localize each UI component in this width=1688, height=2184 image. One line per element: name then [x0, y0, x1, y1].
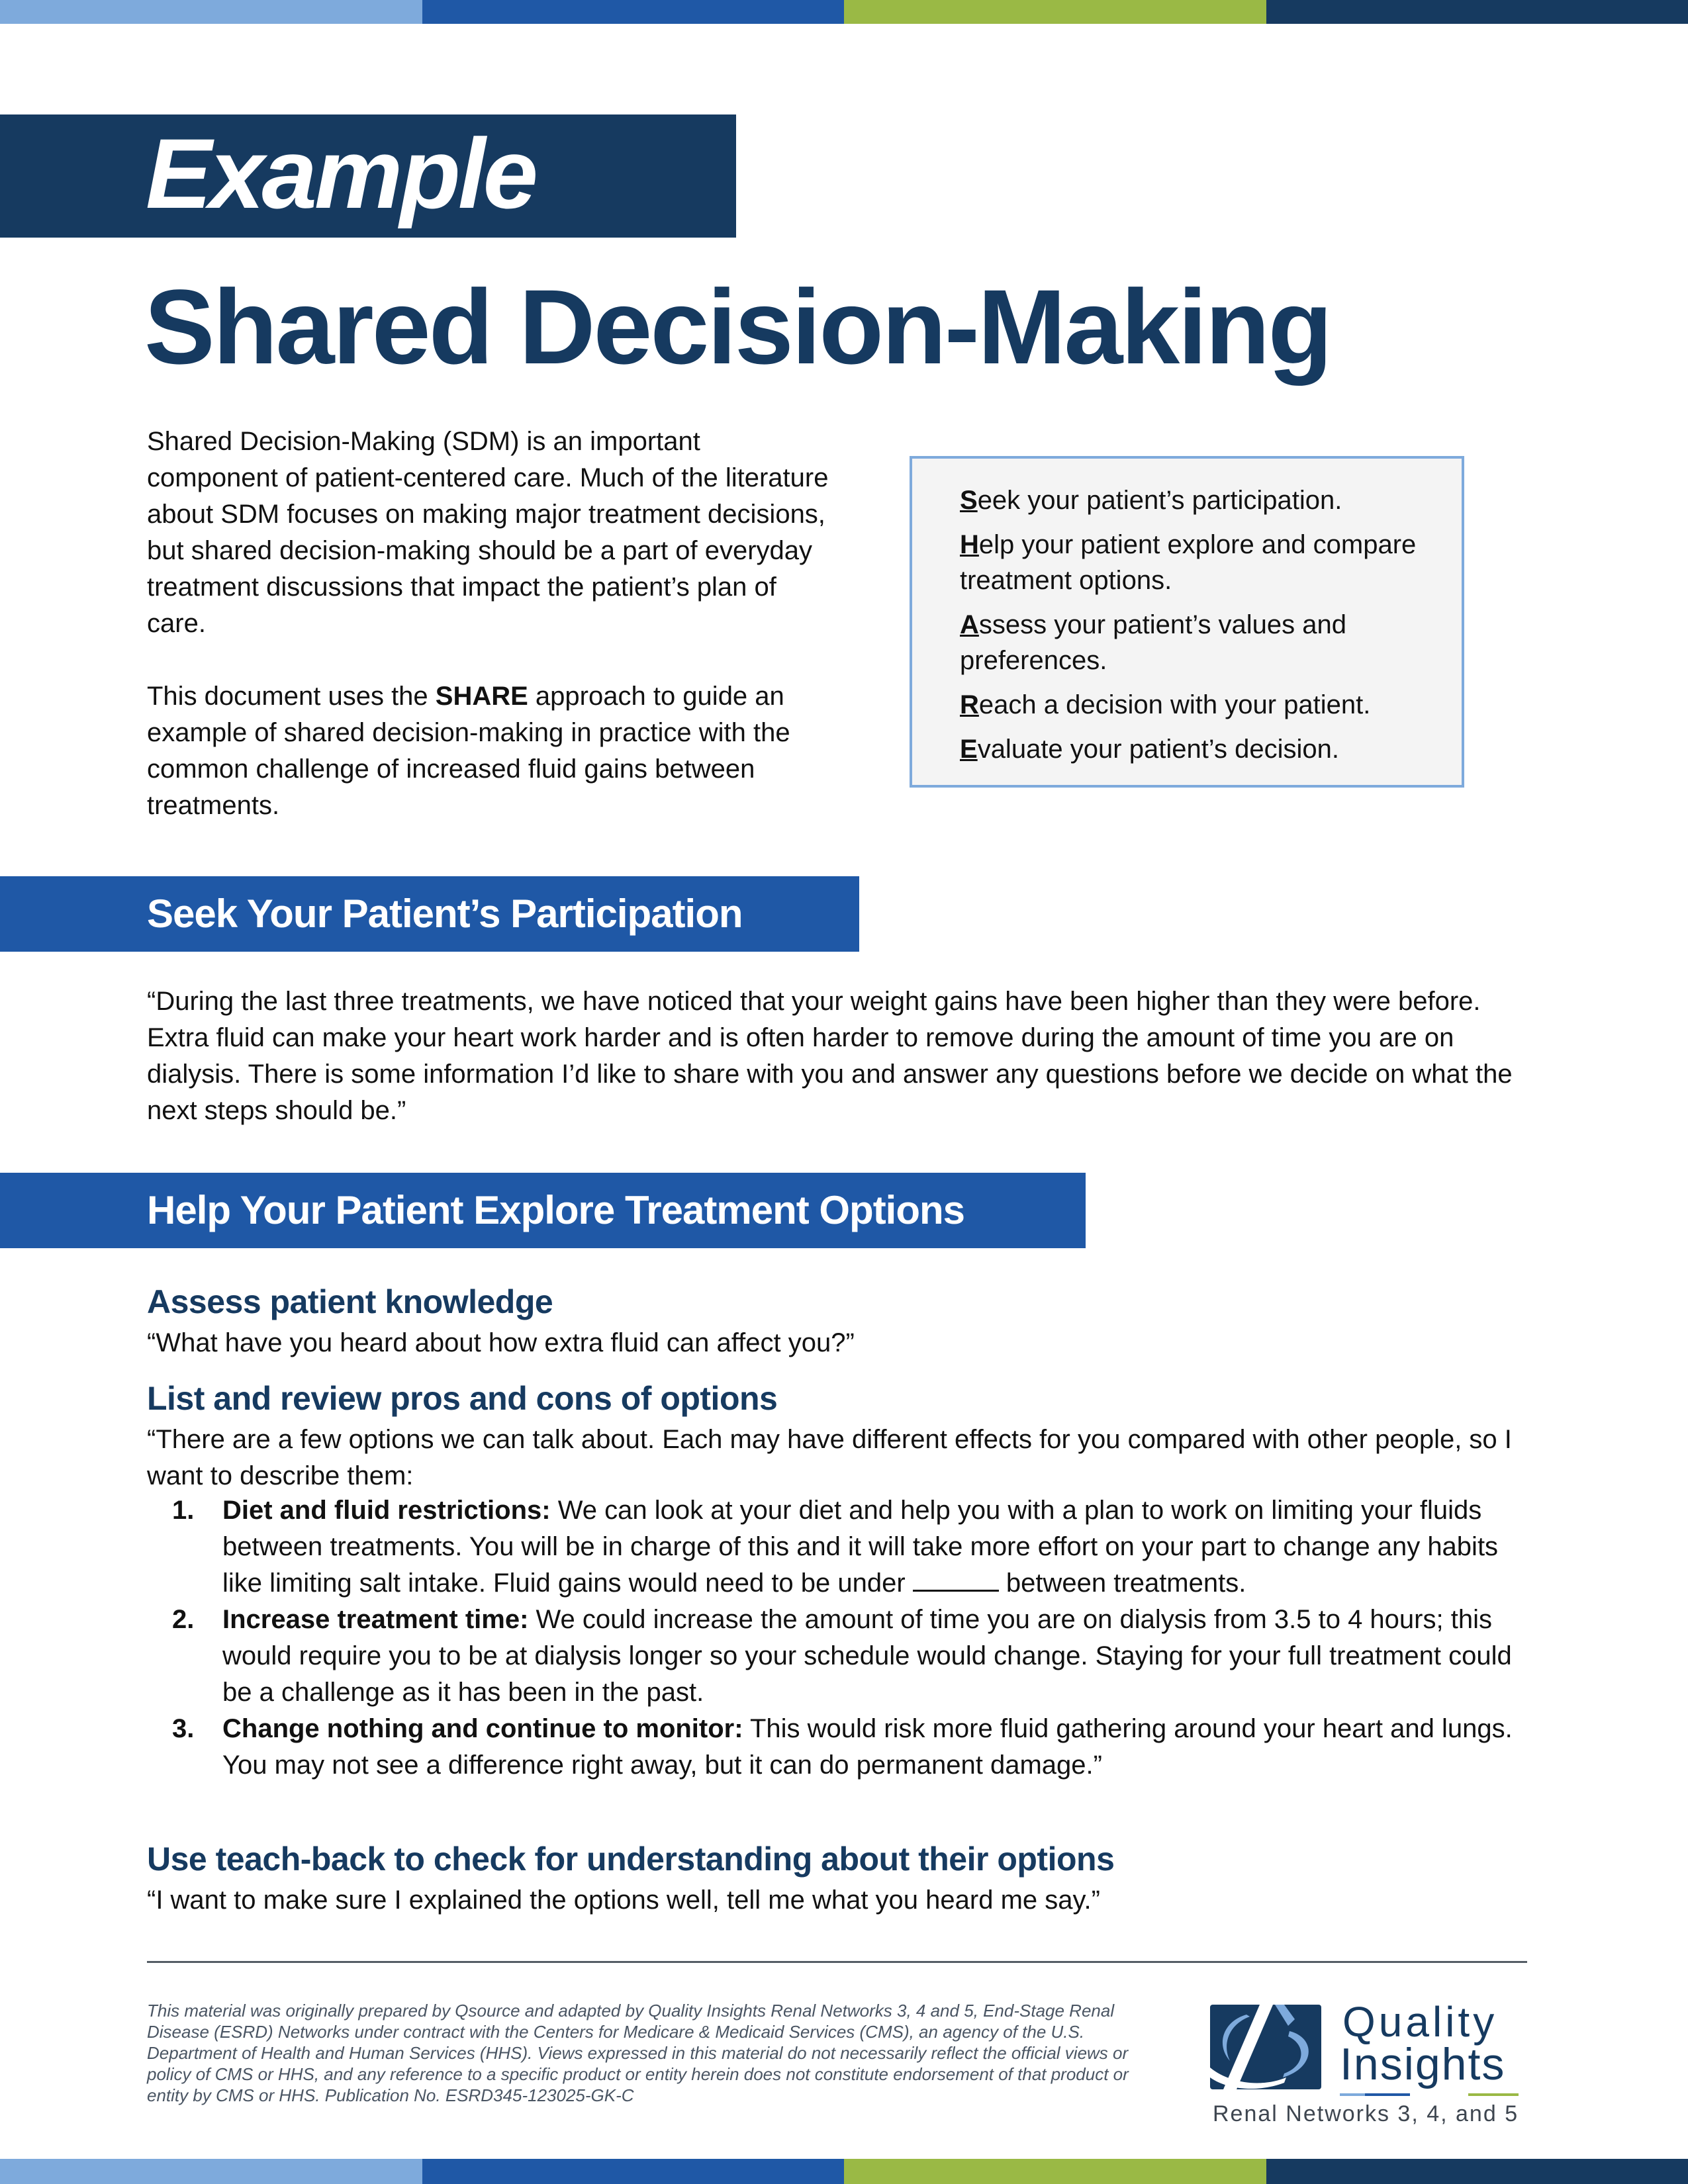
section-header-seek: [0, 876, 859, 952]
section-header-help: [0, 1173, 1086, 1248]
option-item-3: [147, 1711, 1537, 1784]
option-number: 2.: [172, 1605, 195, 1634]
subheading-assess-knowledge: Assess patient knowledge: [147, 1283, 553, 1320]
stripe-green: [844, 0, 1266, 24]
intro-p2-text: This document uses the: [147, 682, 436, 711]
option-lead: Diet and fluid restrictions:: [222, 1496, 551, 1525]
logo-underline-blue: [1365, 2093, 1410, 2096]
intro-p2-text-end: approach to guide an example of shared decision-making in practice with the common challenge of increased fluid gains between treatments.: [147, 682, 790, 820]
example-banner: [0, 114, 736, 238]
page-title: Shared Decision-Making: [144, 267, 1331, 386]
option-text: This would risk more fluid gathering around your heart and lungs. You may not see a difference right away, but it can do permanent damage.”: [222, 1714, 1513, 1780]
quality-insights-logo-icon: [1210, 2005, 1321, 2089]
option-lead: Change nothing and continue to monitor:: [222, 1714, 743, 1743]
share-acronym-box: [910, 456, 1464, 788]
top-color-stripe: [0, 0, 1688, 24]
stripe-medium-blue: [422, 0, 845, 24]
list-review-intro: “There are a few options we can talk about. Each may have different effects for you compared with other people, so I want to describe them:: [147, 1425, 1512, 1490]
share-item-s: [960, 482, 1462, 518]
example-tag: Example: [146, 118, 536, 229]
quality-insights-logo: [1210, 1998, 1521, 2126]
stripe-light-blue: [0, 2159, 422, 2184]
logo-text-quality: Quality: [1342, 1998, 1498, 2046]
section-heading-seek: Seek Your Patient’s Participation: [147, 891, 743, 936]
share-item-a: [960, 607, 1462, 678]
subheading-list-review: List and review pros and cons of options: [147, 1380, 778, 1417]
share-item-e: [960, 731, 1462, 767]
share-text: elp your patient explore and compare treatment options.: [960, 530, 1417, 595]
intro-paragraph-2: [147, 678, 829, 824]
assess-quote: “What have you heard about how extra fluid can affect you?”: [147, 1328, 855, 1357]
option-number: 3.: [172, 1714, 195, 1743]
share-text: each a decision with your patient.: [978, 690, 1371, 719]
logo-underline-light: [1340, 2093, 1365, 2096]
logo-underline-green: [1468, 2093, 1519, 2096]
disclaimer-text: This material was originally prepared by Qsource and adapted by Quality Insights Renal Networks 3, 4 and 5, End-Stage Renal Disease (ESRD) Networks under contract with the Centers for Medicare & Medicaid Services (CMS), an agency of the U.S. Department of Health and Human Services (HHS). Views expressed in this material do not necessarily reflect the official views or policy of CMS or HHS, and any reference to a specific product or entity herein does not constitute endorsement of that product or entity by CMS or HHS. Publication No. ESRD345-123025-GK-C: [147, 2001, 1129, 2105]
seek-quote: “During the last three treatments, we have noticed that your weight gains have been higher than they were before. Extra fluid can make your heart work harder and is often harder to remove during the amount of time you are on dialysis. There is some information I’d like to share with you and answer any questions before we decide on what the next steps should be.”: [147, 987, 1513, 1125]
share-letter: E: [960, 735, 978, 764]
share-text: ssess your patient’s values and preferences.: [960, 610, 1347, 675]
option-text-end: between treatments.: [998, 1569, 1246, 1598]
logo-subtitle: Renal Networks 3, 4, and 5: [1213, 2101, 1519, 2126]
option-lead: Increase treatment time:: [222, 1605, 529, 1634]
share-acronym: SHARE: [435, 682, 528, 711]
option-item-2: [147, 1602, 1537, 1711]
footer-divider: [147, 1961, 1527, 1963]
share-item-h: [960, 527, 1462, 598]
bottom-color-stripe: [0, 2159, 1688, 2184]
stripe-light-blue: [0, 0, 422, 24]
share-letter: R: [960, 690, 979, 719]
share-text: eek your patient’s participation.: [977, 486, 1342, 515]
share-letter: A: [960, 610, 979, 639]
option-text: We could increase the amount of time you are on dialysis from 3.5 to 4 hours; this would require you to be at dialysis longer so your schedule would change. Staying for your full treatment could be a challenge as it has been in the past.: [222, 1605, 1512, 1707]
fill-in-blank: [913, 1567, 999, 1592]
stripe-navy: [1266, 0, 1688, 24]
option-number: 1.: [172, 1496, 195, 1525]
option-item-1: [147, 1492, 1537, 1602]
intro-paragraph-1: Shared Decision-Making (SDM) is an important component of patient-centered care. Much of the literature about SDM focuses on making major treatment decisions, but shared decision-making should be a part of everyday treatment discussions that impact the patient’s plan of care.: [147, 427, 829, 638]
options-list: [147, 1492, 1537, 1784]
teach-back-quote: “I want to make sure I explained the options well, tell me what you heard me say.”: [147, 1886, 1100, 1915]
share-letter: S: [960, 486, 978, 515]
subheading-teach-back: Use teach-back to check for understanding about their options: [147, 1841, 1115, 1878]
share-text: valuate your patient’s decision.: [977, 735, 1339, 764]
section-heading-help: Help Your Patient Explore Treatment Options: [147, 1188, 965, 1232]
option-text: We can look at your diet and help you with a plan to work on limiting your fluids between treatments. You will be in charge of this and it will take more effort on your part to change any habits like limiting salt intake. Fluid gains would need to be under: [222, 1496, 1499, 1598]
stripe-navy: [1266, 2159, 1688, 2184]
stripe-green: [844, 2159, 1266, 2184]
logo-text-insights: Insights: [1340, 2039, 1506, 2089]
stripe-medium-blue: [422, 2159, 845, 2184]
intro-text: [147, 424, 829, 824]
share-letter: H: [960, 530, 979, 559]
share-item-r: [960, 687, 1462, 723]
